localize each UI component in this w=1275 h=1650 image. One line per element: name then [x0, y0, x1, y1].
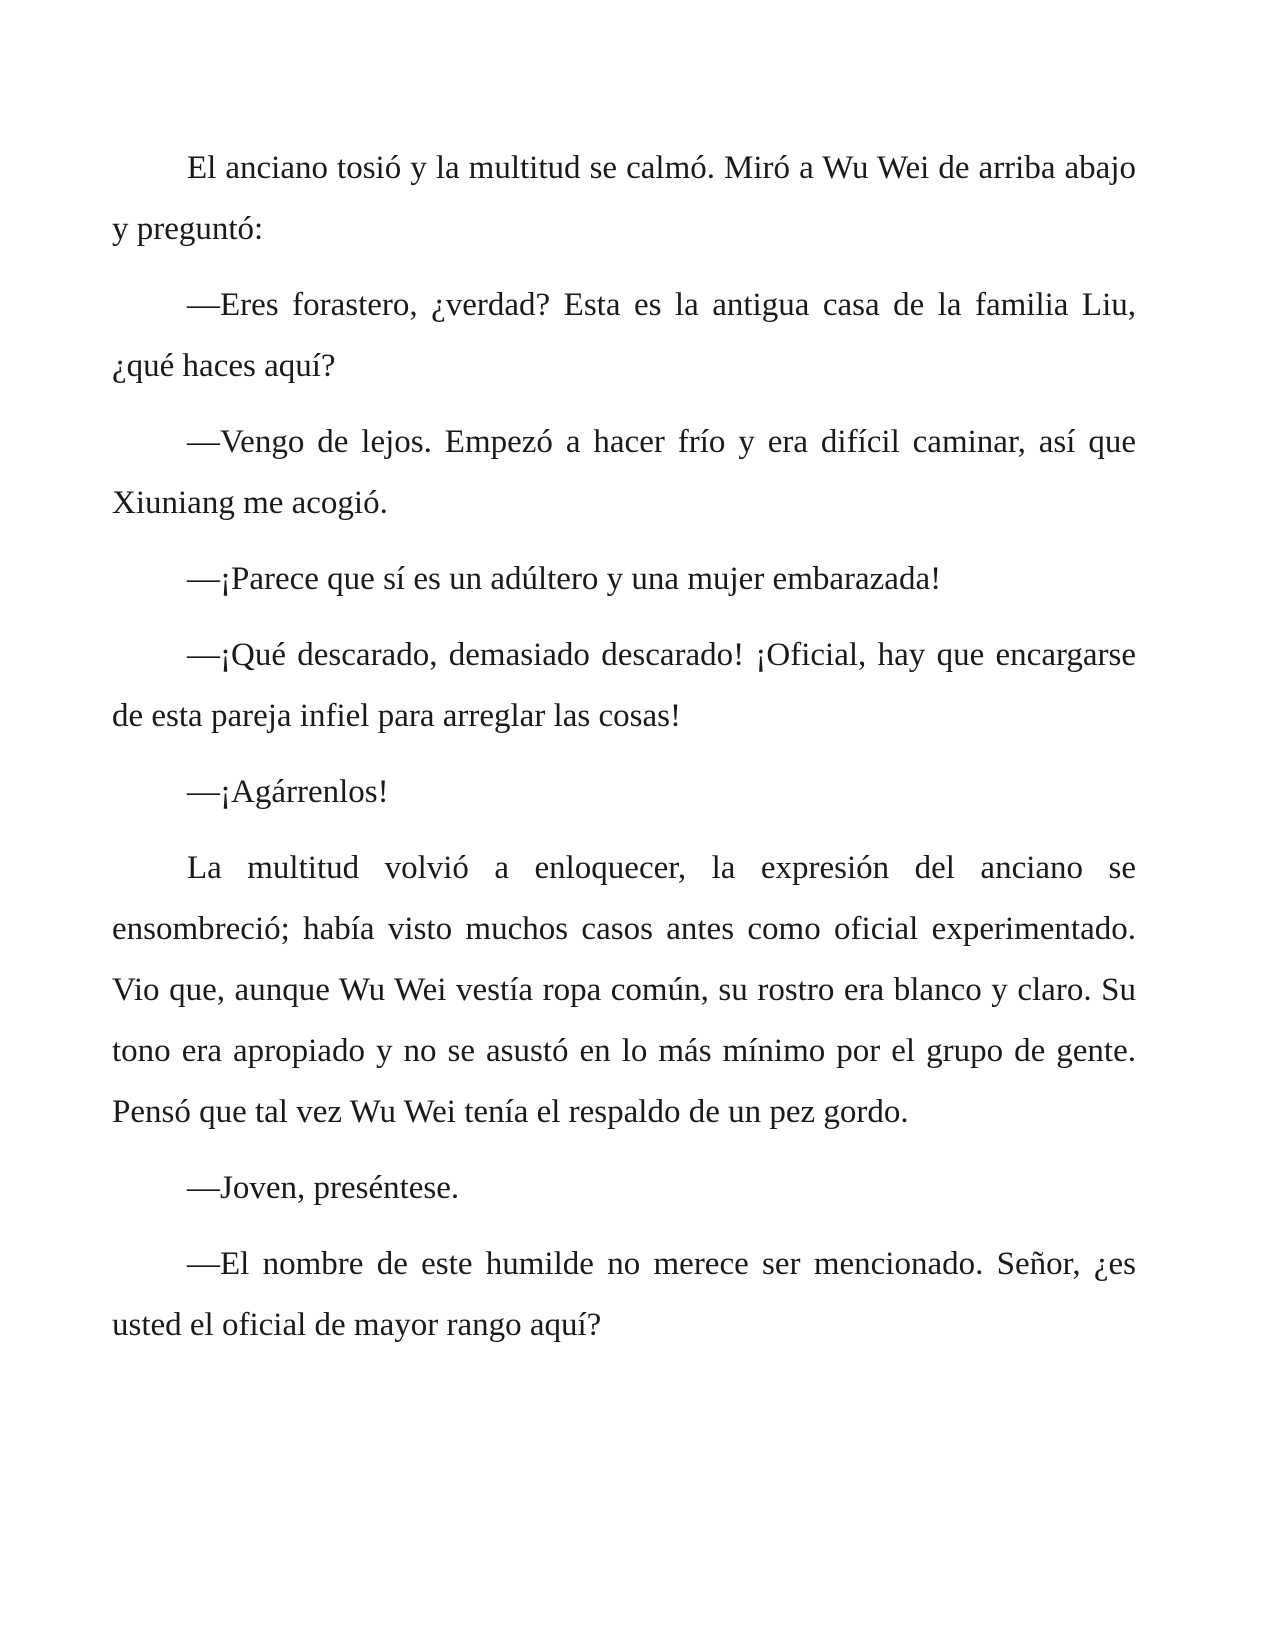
paragraph: —¡Agárrenlos!	[187, 774, 389, 810]
paragraph: —¡Parece que sí es un adúltero y una mujer embarazada!	[187, 561, 942, 597]
paragraph: El anciano tosió y la multitud se calmó. Miró a Wu Wei de arriba abajo y preguntó:	[112, 150, 1136, 247]
paragraph: —Joven, preséntese.	[187, 1170, 460, 1206]
paragraph: —Eres forastero, ¿verdad? Esta es la antigua casa de la familia Liu, ¿qué haces aquí?	[112, 287, 1136, 384]
paragraph: —Vengo de lejos. Empezó a hacer frío y era difícil caminar, así que Xiuniang me acogió.	[112, 424, 1136, 521]
paragraph: La multitud volvió a enloquecer, la expresión del anciano se ensombreció; había visto muchos casos antes como oficial experimentado. Vio que, aunque Wu Wei vestía ropa común, su rostro era blanco y claro. Su tono era apropiado y no se asustó en lo más mínimo por el grupo de gente. Pensó que tal vez Wu Wei tenía el respaldo de un pez gordo.	[112, 850, 1136, 1130]
paragraph: —¡Qué descarado, demasiado descarado! ¡Oficial, hay que encargarse de esta pareja infiel para arreglar las cosas!	[112, 637, 1136, 734]
document-page	[112, 138, 1136, 1371]
paragraph: —El nombre de este humilde no merece ser mencionado. Señor, ¿es usted el oficial de mayor rango aquí?	[112, 1246, 1136, 1343]
